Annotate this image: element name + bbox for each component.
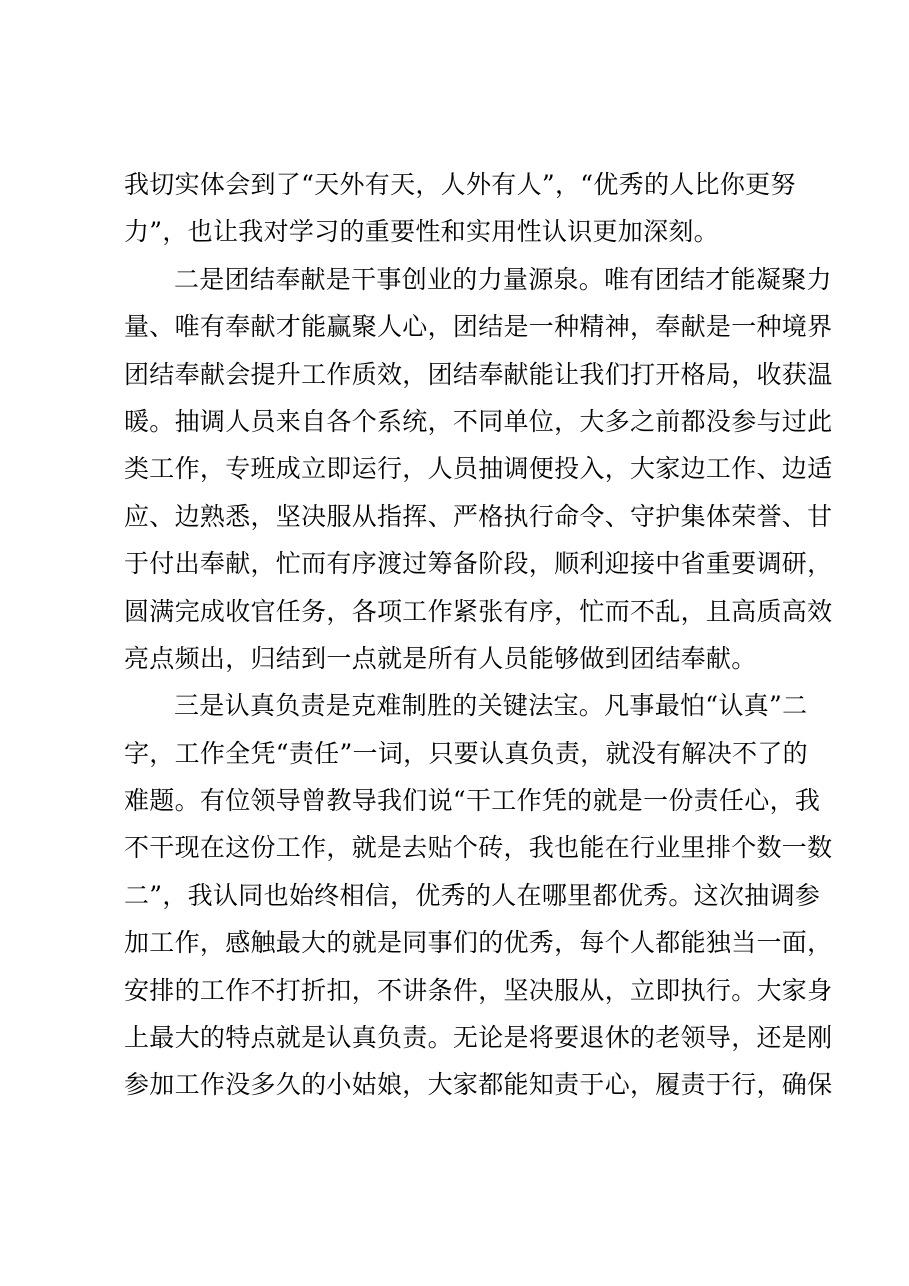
text-line: 参加工作没多久的小姑娘，大家都能知责于心，履责于行，确保	[124, 1070, 833, 1100]
text-line: 应、边熟悉，坚决服从指挥、严格执行命令、守护集体荣誉、甘	[124, 501, 833, 531]
text-line: 圆满完成收官任务，各项工作紧张有序，忙而不乱，且高质高效	[124, 596, 833, 626]
text-line: 难题。有位领导曾教导我们说“干工作凭的就是一份责任心，我	[124, 786, 821, 816]
body-text	[124, 161, 833, 1109]
text-line: 类工作，专班成立即运行，人员抽调便投入，大家边工作、边适	[124, 454, 833, 484]
text-line: 二”，我认同也始终相信，优秀的人在哪里都优秀。这次抽调参	[124, 880, 821, 910]
paragraph-start-line: 三是认真负责是克难制胜的关键法宝。凡事最怕“认真”二	[174, 691, 808, 721]
text-line: 加工作，感触最大的就是同事们的优秀，每个人都能独当一面，	[124, 928, 833, 958]
text-line: 量、唯有奉献才能赢聚人心，团结是一种精神，奉献是一种境界	[124, 312, 833, 342]
text-line: 亮点频出，归结到一点就是所有人员能够做到团结奉献。	[124, 643, 757, 673]
text-line: 于付出奉献，忙而有序渡过筹备阶段，顺利迎接中省重要调研，	[124, 549, 833, 579]
text-line: 团结奉献会提升工作质效，团结奉献能让我们打开格局，收获温	[124, 359, 833, 389]
text-line: 暖。抽调人员来自各个系统，不同单位，大多之前都没参与过此	[124, 406, 833, 436]
text-line: 上最大的特点就是认真负责。无论是将要退休的老领导，还是刚	[124, 1023, 833, 1053]
text-line: 力”，也让我对学习的重要性和实用性认识更加深刻。	[124, 217, 719, 247]
text-line: 不干现在这份工作，就是去贴个砖，我也能在行业里排个数一数	[124, 833, 833, 863]
paragraph-start-line: 二是团结奉献是干事创业的力量源泉。唯有团结才能凝聚力	[174, 264, 832, 294]
text-line: 字，工作全凭“责任”一词，只要认真负责，就没有解决不了的	[124, 738, 808, 768]
text-line: 我切实体会到了“天外有天，人外有人”，“优秀的人比你更努	[124, 170, 796, 199]
text-line: 安排的工作不打折扣，不讲条件，坚决服从，立即执行。大家身	[124, 975, 833, 1005]
